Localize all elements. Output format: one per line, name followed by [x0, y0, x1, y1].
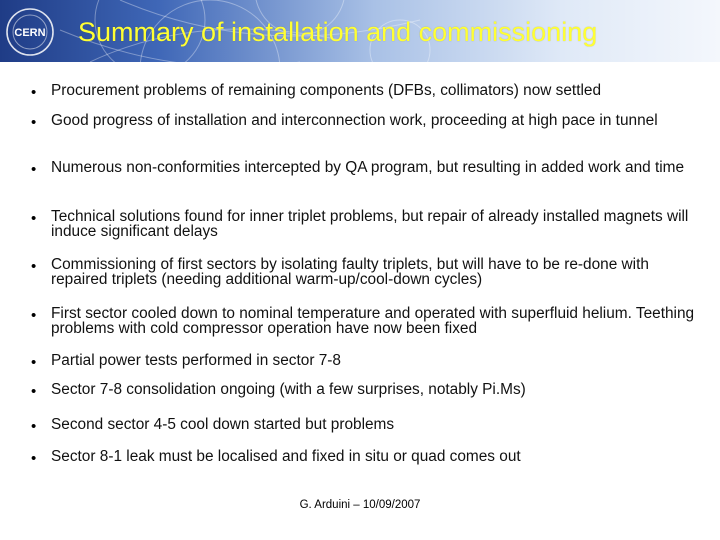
slide-title: Summary of installation and commissioning: [78, 17, 598, 47]
bullet-text: Partial power tests performed in sector 7-8: [51, 352, 341, 369]
bullet-text: Second sector 4-5 cool down started but problems: [51, 416, 395, 433]
bullet-marker: •: [31, 383, 37, 400]
bullet-marker: •: [31, 307, 37, 324]
bullet-marker: •: [31, 418, 37, 435]
bullet-marker: •: [31, 161, 37, 178]
bullet-text: Procurement problems of remaining components (DFBs, collimators) now settled: [51, 82, 602, 99]
bullet-text: Technical solutions found for inner triplet problems, but repair of already installed magnets will induce significant delays: [51, 208, 689, 240]
cern-logo-text: CERN: [14, 27, 46, 39]
bullet-text: First sector cooled down to nominal temperature and operated with superfluid helium. Teething problems with cold compressor operation have now been fixed: [51, 305, 695, 337]
bullet-marker: •: [31, 450, 37, 467]
slide-footer: G. Arduini – 10/09/2007: [299, 499, 421, 511]
bullet-marker: •: [31, 84, 37, 101]
bullet-text: Numerous non-conformities intercepted by QA program, but resulting in added work and time: [51, 159, 685, 176]
bullet-text: Commissioning of first sectors by isolating faulty triplets, but will have to be re-done with repaired triplets (needing additional warm-up/cool-down cycles): [51, 256, 649, 288]
bullet-marker: •: [31, 114, 37, 131]
bullet-text: Good progress of installation and interconnection work, proceeding at high pace in tunnel: [51, 112, 658, 129]
bullet-text: Sector 8-1 leak must be localised and fixed in situ or quad comes out: [51, 448, 521, 465]
bullet-marker: •: [31, 354, 37, 371]
bullet-text: Sector 7-8 consolidation ongoing (with a few surprises, notably Pi.Ms): [51, 381, 526, 398]
bullet-marker: •: [31, 258, 37, 275]
bullet-marker: •: [31, 210, 37, 227]
